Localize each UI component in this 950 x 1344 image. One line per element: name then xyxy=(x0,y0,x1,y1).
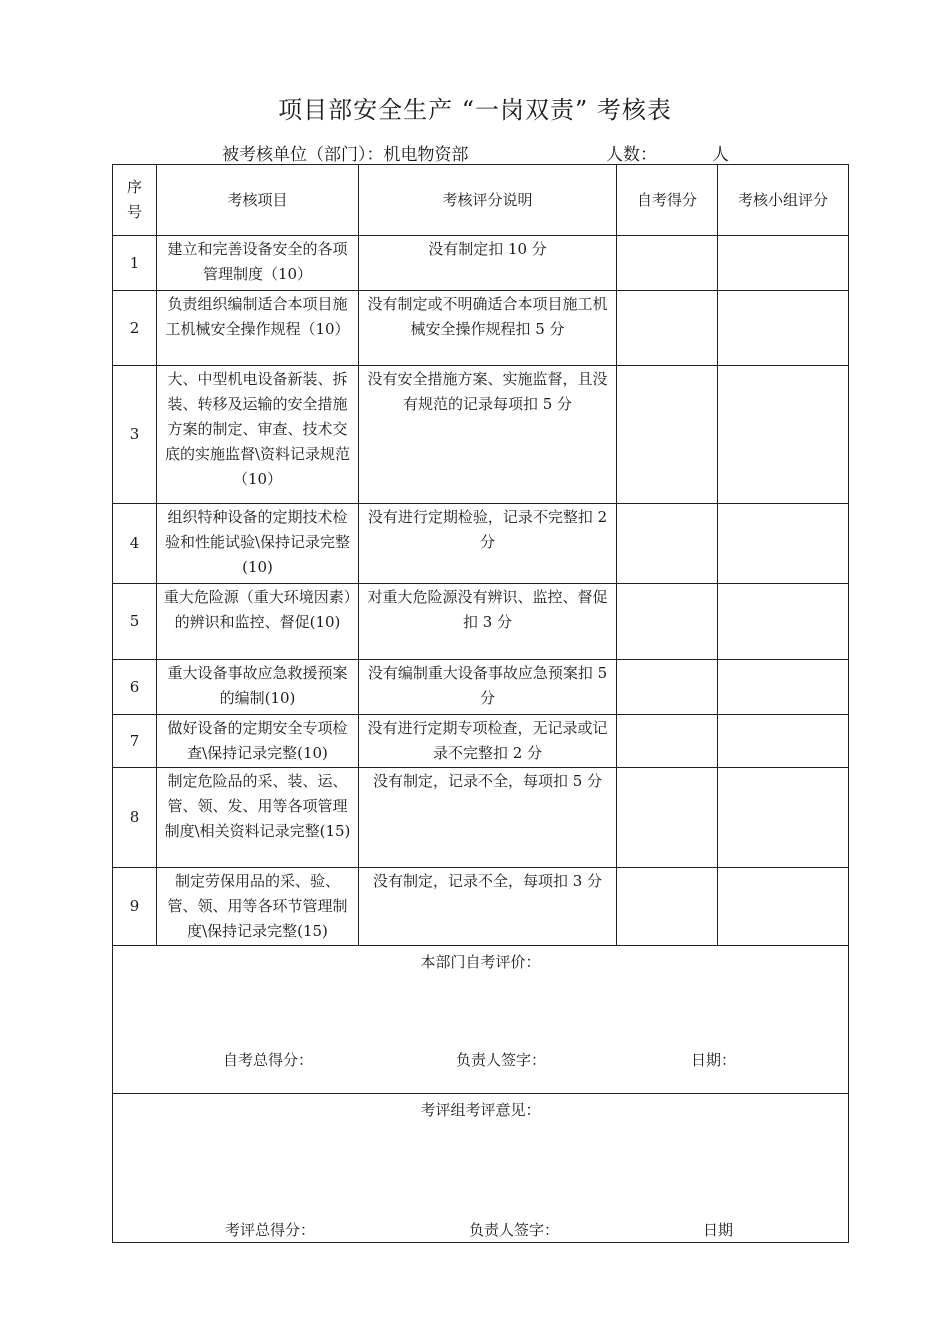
self-score-cell[interactable] xyxy=(617,236,718,291)
self-score-cell[interactable] xyxy=(617,660,718,715)
self-score-cell[interactable] xyxy=(617,504,718,584)
row-item: 重大设备事故应急救援预案的编制(10) xyxy=(157,660,359,715)
group-eval-section xyxy=(113,1094,849,1243)
row-item: 重大危险源（重大环境因素）的辨识和监控、督促(10) xyxy=(157,584,359,660)
header-group-score: 考核小组评分 xyxy=(718,165,849,236)
table-row xyxy=(113,504,849,584)
row-desc: 没有制定，记录不全，每项扣 3 分 xyxy=(359,868,617,946)
group-score-cell[interactable] xyxy=(718,768,849,868)
subtitle xyxy=(222,140,729,165)
row-desc: 对重大危险源没有辨识、监控、督促扣 3 分 xyxy=(359,584,617,660)
group-eval-signer: 负责人签字： xyxy=(469,1221,560,1239)
table-row xyxy=(113,868,849,946)
row-no: 4 xyxy=(113,504,157,584)
group-score-cell[interactable] xyxy=(718,868,849,946)
people-unit: 人 xyxy=(712,145,729,165)
self-score-cell[interactable] xyxy=(617,868,718,946)
table-row xyxy=(113,291,849,366)
table-row xyxy=(113,715,849,768)
people-label: 人数： xyxy=(606,145,657,165)
row-item: 制定危险品的采、装、运、管、领、发、用等各项管理制度\相关资料记录完整(15) xyxy=(157,768,359,868)
header-desc: 考核评分说明 xyxy=(359,165,617,236)
group-score-cell[interactable] xyxy=(718,715,849,768)
row-desc: 没有制定扣 10 分 xyxy=(359,236,617,291)
page-title: 项目部安全生产 “一岗双责” 考核表 xyxy=(278,96,672,124)
self-eval-cell[interactable] xyxy=(113,946,849,1094)
header-item: 考核项目 xyxy=(157,165,359,236)
row-desc: 没有制定或不明确适合本项目施工机械安全操作规程扣 5 分 xyxy=(359,291,617,366)
unit-label: 被考核单位（部门）：机电物资部 xyxy=(222,145,469,165)
self-score-cell[interactable] xyxy=(617,715,718,768)
row-no: 7 xyxy=(113,715,157,768)
row-desc: 没有进行定期专项检查，无记录或记录不完整扣 2 分 xyxy=(359,715,617,768)
row-no: 6 xyxy=(113,660,157,715)
row-item: 做好设备的定期安全专项检查\保持记录完整(10) xyxy=(157,715,359,768)
table-row xyxy=(113,366,849,504)
assessment-table xyxy=(112,164,849,1243)
row-no: 3 xyxy=(113,366,157,504)
group-eval-date: 日期 xyxy=(703,1221,734,1239)
self-score-cell[interactable] xyxy=(617,768,718,868)
row-item: 大、中型机电设备新装、拆装、转移及运输的安全措施方案的制定、审查、技术交底的实施监督\资料记录规范（10） xyxy=(157,366,359,504)
group-score-cell[interactable] xyxy=(718,584,849,660)
table-row xyxy=(113,584,849,660)
row-desc: 没有进行定期检验，记录不完整扣 2 分 xyxy=(359,504,617,584)
header-row xyxy=(113,165,849,236)
table-row xyxy=(113,660,849,715)
group-score-cell[interactable] xyxy=(718,660,849,715)
self-score-cell[interactable] xyxy=(617,366,718,504)
row-item: 建立和完善设备安全的各项管理制度（10） xyxy=(157,236,359,291)
group-score-cell[interactable] xyxy=(718,504,849,584)
group-eval-cell[interactable] xyxy=(113,1094,849,1243)
row-no: 8 xyxy=(113,768,157,868)
self-eval-total: 自考总得分： xyxy=(223,1051,314,1069)
group-score-cell[interactable] xyxy=(718,366,849,504)
self-eval-signer: 负责人签字： xyxy=(456,1051,547,1069)
table-row xyxy=(113,236,849,291)
group-eval-label: 考评组考评意见： xyxy=(420,1101,541,1119)
self-score-cell[interactable] xyxy=(617,291,718,366)
row-desc: 没有制定，记录不全，每项扣 5 分 xyxy=(359,768,617,868)
group-score-cell[interactable] xyxy=(718,236,849,291)
table-row xyxy=(113,768,849,868)
row-item: 组织特种设备的定期技术检验和性能试验\保持记录完整(10) xyxy=(157,504,359,584)
row-no: 9 xyxy=(113,868,157,946)
header-no: 序号 xyxy=(113,165,157,236)
row-no: 2 xyxy=(113,291,157,366)
group-eval-total: 考评总得分： xyxy=(225,1221,316,1239)
group-score-cell[interactable] xyxy=(718,291,849,366)
self-eval-label: 本部门自考评价： xyxy=(420,953,541,971)
row-no: 5 xyxy=(113,584,157,660)
row-desc: 没有编制重大设备事故应急预案扣 5 分 xyxy=(359,660,617,715)
self-eval-section xyxy=(113,946,849,1094)
row-no: 1 xyxy=(113,236,157,291)
self-score-cell[interactable] xyxy=(617,584,718,660)
self-eval-date: 日期： xyxy=(691,1051,737,1069)
row-item: 制定劳保用品的采、验、管、领、用等各环节管理制度\保持记录完整(15) xyxy=(157,868,359,946)
row-desc: 没有安全措施方案、实施监督，且没有规范的记录每项扣 5 分 xyxy=(359,366,617,504)
header-self-score: 自考得分 xyxy=(617,165,718,236)
row-item: 负责组织编制适合本项目施工机械安全操作规程（10） xyxy=(157,291,359,366)
